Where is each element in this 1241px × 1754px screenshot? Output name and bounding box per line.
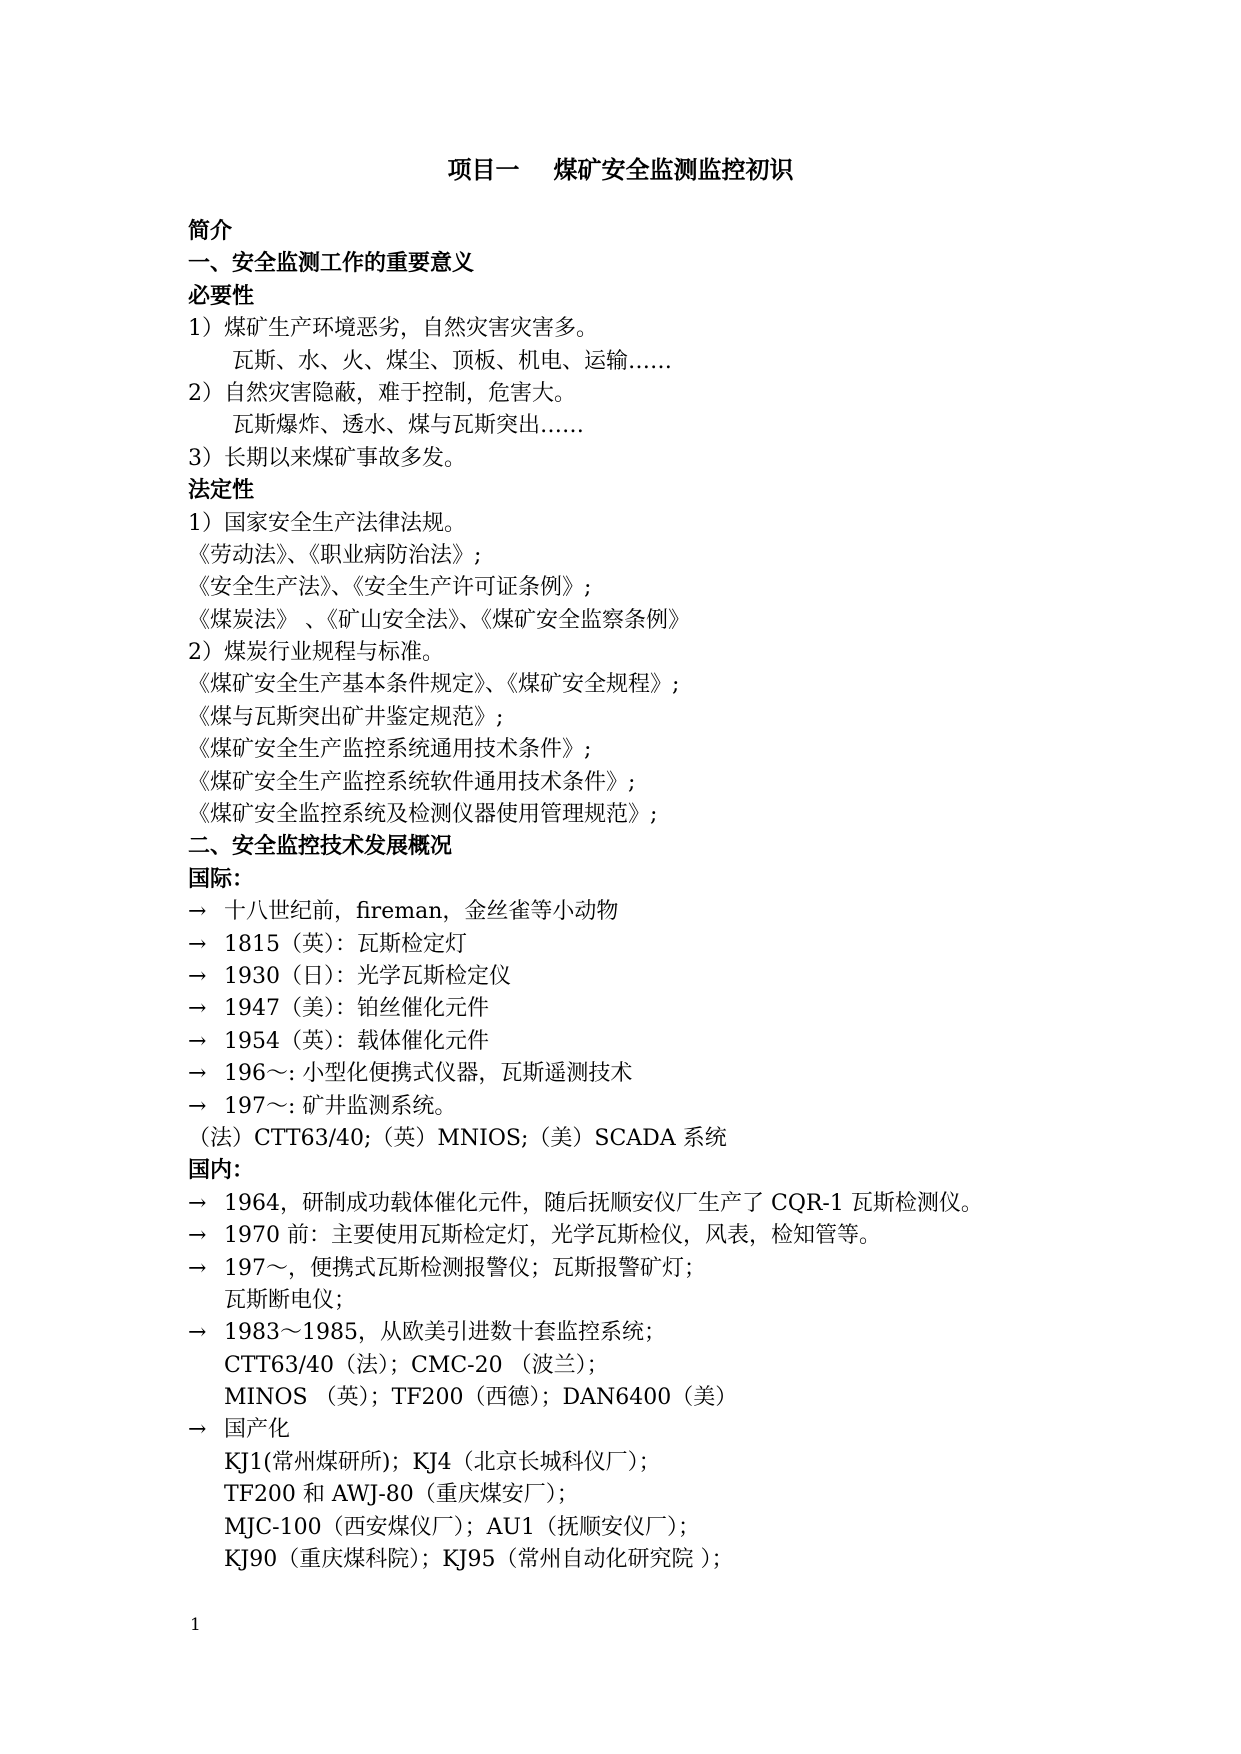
text-line: KJ1(常州煤研所)；KJ4（北京长城科仪厂）； [224,1449,661,1475]
section-heading: 简介 [188,219,233,244]
arrow-icon: → [188,1320,207,1346]
section-heading: 国内： [188,1158,255,1184]
text-line: 2）自然灾害隐蔽，难于控制，危害大。 [188,380,576,406]
section-heading: 国际： [188,866,255,892]
arrow-list-item [188,1317,1108,1349]
arrow-icon: → [188,1028,207,1054]
arrow-icon: → [188,1223,207,1249]
arrow-list-item [188,1058,1108,1090]
arrow-list-text: 国产化 [224,1417,291,1443]
text-line: 3）长期以来煤矿事故多发。 [188,445,466,471]
arrow-list-item [188,896,1108,928]
arrow-list-item [188,1188,1108,1220]
arrow-icon: → [188,1093,207,1119]
text-line: 《煤矿安全生产基本条件规定》、《煤矿安全规程》; [188,672,680,698]
text-line: （法）CTT63/40;（英）MNIOS;（美）SCADA 系统 [188,1125,727,1151]
text-line: 2）煤炭行业规程与标准。 [188,640,444,666]
arrow-list-text: 1954（英）：载体催化元件 [224,1028,489,1054]
text-line: 《煤矿安全生产监控系统通用技术条件》; [188,737,592,763]
text-line: 1）国家安全生产法律法规。 [188,510,466,536]
title-part-1: 项目一 [447,156,520,184]
text-line: 1）煤矿生产环境恶劣，自然灾害灾害多。 [188,316,598,342]
arrow-list-text: 197～: 矿井监测系统。 [224,1093,457,1119]
text-line: CTT63/40（法）；CMC-20 （波兰）； [224,1352,609,1378]
arrow-list-text: 197～，便携式瓦斯检测报警仪；瓦斯报警矿灯； [224,1255,706,1281]
arrow-list-item [188,929,1108,961]
arrow-icon: → [188,1417,207,1443]
text-line: 瓦斯、水、火、煤尘、顶板、机电、运输…… [232,348,673,374]
text-line: 《劳动法》、《职业病防治法》; [188,542,482,568]
arrow-list-text: 1983～1985，从欧美引进数十套监控系统； [224,1320,666,1346]
text-line: KJ90（重庆煤科院）；KJ95（常州自动化研究院 ）； [224,1547,734,1573]
text-line: MINOS （英）；TF200（西德）；DAN6400（美） [224,1385,738,1411]
title-part-2: 煤矿安全监测监控初识 [553,156,794,184]
arrow-list-text: 196～: 小型化便携式仪器，瓦斯遥测技术 [224,1061,633,1087]
arrow-icon: → [188,996,207,1022]
arrow-list-text: 1970 前：主要使用瓦斯检定灯，光学瓦斯检仪，风表，检知管等。 [224,1223,881,1249]
arrow-list-text: 1947（美）：铂丝催化元件 [224,996,489,1022]
arrow-icon: → [188,899,207,925]
arrow-icon: → [188,1190,207,1216]
arrow-list-item [188,1026,1108,1058]
text-line: 《煤与瓦斯突出矿井鉴定规范》; [188,704,504,730]
arrow-list-text: 十八世纪前，fireman，金丝雀等小动物 [224,899,619,925]
section-heading: 法定性 [188,478,255,504]
arrow-list-text: 1815（英）：瓦斯检定灯 [224,931,467,957]
arrow-icon: → [188,931,207,957]
document-body [188,216,1108,1576]
arrow-list-item [188,1414,1108,1446]
text-line: TF200 和 AWJ-80（重庆煤安厂）； [224,1482,579,1508]
text-line: 《煤炭法》 、《矿山安全法》、《煤矿安全监察条例》 [188,607,690,633]
arrow-list-text: 1964，研制成功载体催化元件，随后抚顺安仪厂生产了 CQR-1 瓦斯检测仪。 [224,1190,983,1216]
arrow-icon: → [188,1061,207,1087]
section-heading: 必要性 [188,283,255,309]
text-line: 《煤矿安全生产监控系统软件通用技术条件》; [188,769,636,795]
arrow-list-item [188,1253,1108,1285]
section-heading: 一、安全监测工作的重要意义 [188,251,475,277]
page-title [0,150,1241,185]
arrow-icon: → [188,1255,207,1281]
text-line: 瓦斯爆炸、透水、煤与瓦斯突出…… [232,413,585,439]
text-line: MJC-100（西安煤仪厂）；AU1（抚顺安仪厂）； [224,1514,701,1540]
arrow-list-item [188,993,1108,1025]
text-line: 《安全生产法》、《安全生产许可证条例》; [188,575,592,601]
arrow-list-item [188,1091,1108,1123]
arrow-icon: → [188,963,207,989]
text-line: 瓦斯断电仪； [224,1287,357,1313]
page-number: 1 [190,1615,201,1635]
arrow-list-text: 1930（日）：光学瓦斯检定仪 [224,963,511,989]
section-heading: 二、安全监控技术发展概况 [188,834,453,860]
arrow-list-item [188,961,1108,993]
arrow-list-item [188,1220,1108,1252]
text-line: 《煤矿安全监控系统及检测仪器使用管理规范》; [188,802,658,828]
